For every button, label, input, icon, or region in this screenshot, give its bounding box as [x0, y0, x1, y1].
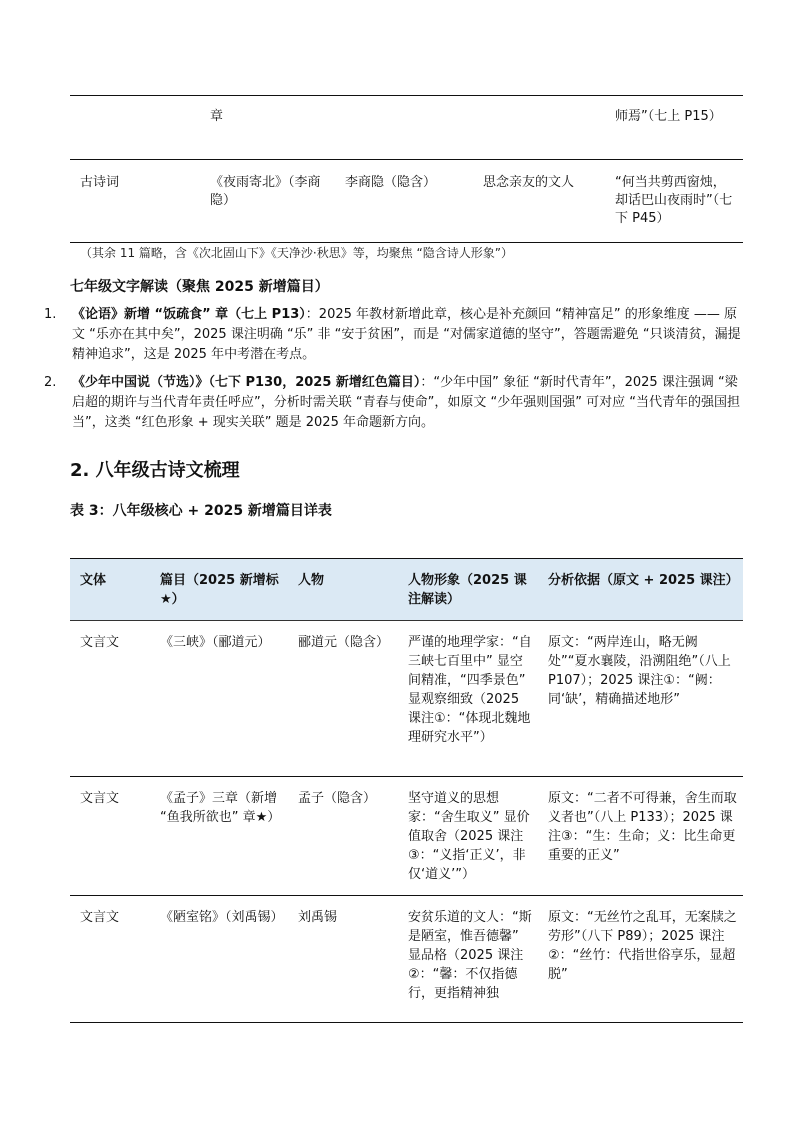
table-cell: 原文：“二者不可得兼，舍生而取义者也”（八上 P133）；2025 课注③：“生：生命；义：比生命更重要的正义”: [548, 791, 737, 863]
table-grade7-continued: [70, 95, 743, 243]
table-cell: 安贫乐道的文人：“斯是陋室，惟吾德馨” 显品格（2025 课注②：“馨：不仅指德行，更指精神独: [408, 910, 532, 1001]
table-row: [70, 96, 743, 159]
list-item-body: ：2025 年教材新增此章，核心是补充颜回 “精神富足” 的形象维度 —— 原文 “乐亦在其中矣”，2025 课注明确 “乐” 非 “安于贫困”，而是 “对儒家道德的坚守”，答题需避免 “只谈清贫，漏提精神追求”，这是 2025 年中考潜在考点。: [72, 307, 741, 362]
numbered-list: [44, 305, 744, 441]
list-number: 2.: [44, 375, 57, 390]
column-header: 人物: [298, 573, 325, 588]
table-cell: 《夜雨寄北》（李商隐）: [210, 175, 321, 208]
column-header: 文体: [80, 573, 107, 588]
list-number: 1.: [44, 307, 57, 322]
table-caption: 表 3：八年级核心 + 2025 新增篇目详表: [70, 503, 332, 519]
table-row: [70, 621, 743, 776]
table-cell: 章: [210, 109, 224, 124]
table-cell: 古诗词: [80, 175, 120, 190]
table-row: [70, 777, 743, 895]
table-cell: 原文：“无丝竹之乱耳，无案牍之劳形”（八下 P89）；2025 课注②：“丝竹：代指世俗享乐，显超脱”: [548, 910, 737, 982]
table-row: [70, 896, 743, 1022]
table-cell: 文言文: [80, 635, 120, 650]
table-bottom-rule: [70, 242, 743, 243]
table-cell: 《陋室铭》（刘禹锡）: [160, 910, 284, 925]
list-item-body: ：“少年中国” 象征 “新时代青年”，2025 课注强调 “梁启超的期许与当代青年责任呼应”，分析时需关联 “青春与使命”，如原文 “少年强则国强” 可对应 “当代青年的强国担当”，这类 “红色形象 + 现实关联” 题是 2025 年命题新方向。: [72, 375, 740, 430]
table-cell: 思念亲友的文人: [483, 175, 575, 190]
list-text: [72, 373, 744, 433]
column-header: 人物形象（2025 课注解读）: [408, 573, 527, 607]
table-cell: “何当共剪西窗烛，却话巴山夜雨时”（七下 P45）: [615, 175, 733, 226]
table-cell: [70, 108, 200, 159]
list-item: [44, 305, 744, 365]
table-grade8: [70, 558, 743, 1023]
table-bottom-rule: [70, 1022, 743, 1023]
table-cell: 文言文: [80, 910, 120, 925]
table-cell: 孟子（隐含）: [298, 791, 377, 806]
table-cell: [335, 108, 473, 159]
table-note: （其余 11 篇略，含《次北固山下》《天净沙·秋思》等，均聚焦 “隐含诗人形象”）: [80, 246, 513, 260]
table-cell: 文言文: [80, 791, 120, 806]
table-header-row: [70, 559, 743, 620]
list-item-title: 《少年中国说（节选）》（七下 P130，2025 新增红色篇目）: [72, 375, 421, 390]
table-cell: 《三峡》（郦道元）: [160, 635, 271, 650]
table-cell: 郦道元（隐含）: [298, 635, 390, 650]
table-cell: 刘禹锡: [298, 910, 338, 925]
list-item: [44, 373, 744, 433]
table-row: [70, 160, 743, 242]
table-cell: 师焉”（七上 P15）: [615, 109, 722, 124]
column-header: 分析依据（原文 + 2025 课注）: [548, 573, 739, 588]
table-cell: 坚守道义的思想家：“舍生取义” 显价值取舍（2025 课注③：“义指‘正义’，非仅‘道义’”）: [408, 791, 530, 882]
table-cell: 《孟子》三章（新增 “鱼我所欲也” 章★）: [160, 791, 281, 825]
section-title: 七年级文字解读（聚焦 2025 新增篇目）: [70, 279, 329, 295]
section-heading: 2. 八年级古诗文梳理: [70, 460, 240, 481]
table-cell: 原文：“两岸连山，略无阙处”“夏水襄陵，沿溯阻绝”（八上 P107）；2025 课注①：“阙：同‘缺’，精确描述地形”: [548, 635, 731, 707]
table-cell: 李商隐（隐含）: [345, 175, 437, 190]
table-cell: 严谨的地理学家：“自三峡七百里中” 显空间精准，“四季景色” 显观察细致（2025 课注①：“体现北魏地理研究水平”）: [408, 635, 532, 745]
column-header: 篇目（2025 新增标★）: [160, 573, 279, 607]
table-cell: [473, 108, 605, 159]
list-item-title: 《论语》新增 “饭疏食” 章（七上 P13）: [72, 307, 306, 322]
list-text: [72, 305, 744, 365]
